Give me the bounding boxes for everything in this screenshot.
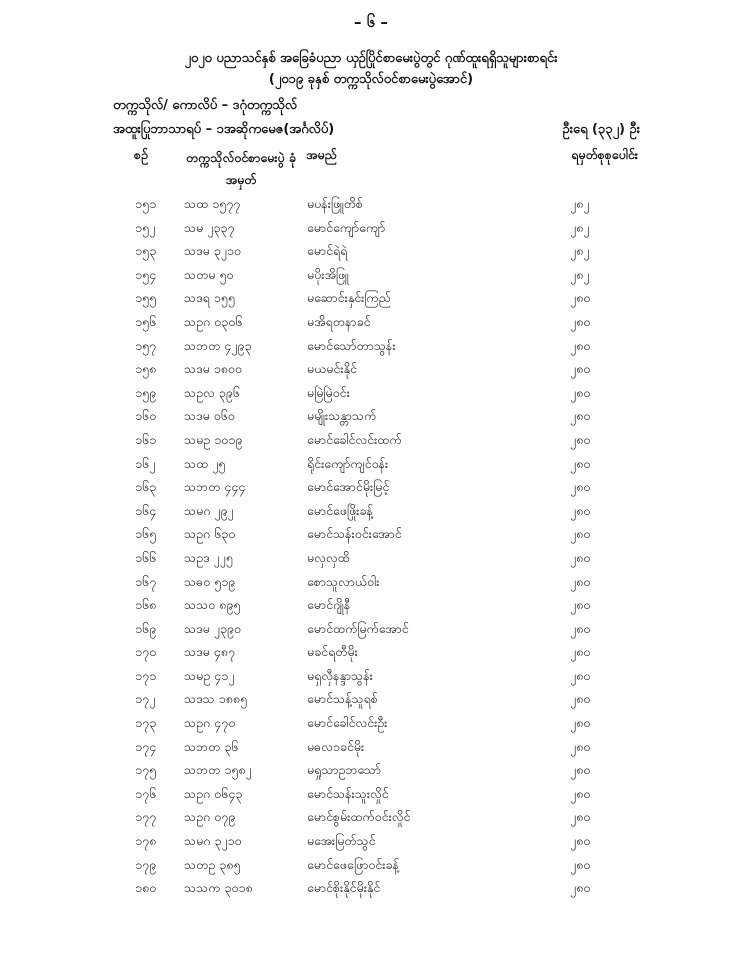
total-marks: ၂၈၀ [570,620,591,636]
roll-number: သဒမ ၁၈၀၀ [184,361,242,377]
roll-number: သဒသ ၁၈၈၅ [184,691,248,707]
table-row [0,712,742,736]
student-name: မအေးမြတ်သွင် [307,833,376,849]
roll-number: သမဥ ၄၁၂ [184,667,235,683]
roll-number: သဘတ ၁၅၈၂ [184,762,252,778]
roll-number: သထ ၂၅ [184,455,226,471]
table-row [0,806,742,830]
row-number: ၁၇၀ [135,644,157,660]
row-number: ၁၇၈ [135,833,157,849]
total-marks: ၂၈၀ [570,667,591,683]
total-marks: ၂၈၂ [570,219,590,235]
row-number: ၁၅၇ [135,337,157,353]
roll-number: သဘတ ၄၄၄ [184,479,246,495]
roll-number: သဥဂ ၆၃၀ [184,526,236,542]
row-number: ၁၆၀ [135,408,157,424]
row-number: ၁၇၅ [135,762,157,778]
table-row [0,665,742,689]
subject-line: အထူးပြုဘာသာရပ် – ၁အဆိုကမေဇ(အင်္ဂလိပ်) [113,122,335,137]
header-name: အမည် [306,147,337,162]
row-number: ၁၆၅ [135,526,157,542]
roll-number: သတဥ ၃၈၅ [184,856,241,872]
total-marks: ၂၈၀ [570,549,591,565]
row-number: ၁၅၄ [135,266,157,282]
roll-number: သဥဂ ၀၆၄၃ [184,785,243,801]
roll-number: သဒမ ၃၂၁၀ [184,243,241,259]
student-name: မဆောင်းနှင်းကြည် [307,290,391,306]
document-title: ၂၀၂၀ ပညာသင်နှစ် အခြေခံပညာ ယှဉ်ပြိုင်စာမေးပွဲတွင် ဂုဏ်ထူးရရှိသူများစာရင်း [184,51,558,66]
table-row [0,736,742,760]
student-name: မောင်သန်းသူးလှိုင် [307,785,389,801]
student-name: ရိုင်းကျော်ကျင်ဝန်း [307,455,389,471]
document-subtitle: (၂၀၁၉ ခုနှစ် တက္ကသိုလ်ဝင်စာမေးပွဲအောင်) [268,72,474,87]
row-number: ၁၇၁ [135,667,157,683]
total-marks: ၂၈၀ [570,738,591,754]
table-row [0,476,742,500]
table-row [0,830,742,854]
roll-number: သထ ၁၅၇၇ [184,196,241,211]
roll-number: သတမ ၅၀ [184,266,234,282]
student-name: မရှုသာဥဘသော် [307,762,382,778]
student-name: မောင်ဖေဖြိုးခန့် [307,502,373,518]
student-name: စောသူလာယ်ဝါး [307,573,380,589]
table-row [0,618,742,642]
total-marks: ၂၈၀ [570,526,591,542]
header-no: စဉ် [134,147,148,162]
row-number: ၁၅၁ [135,196,157,211]
table-row [0,264,742,288]
student-name: မောင်စိုးနိုင်မိုးနိုင် [307,880,381,896]
row-number: ၁၆၁ [135,431,157,447]
student-name: မအိရတနာခင် [307,313,371,329]
student-name: မောင်ခေါင်လင်းထက် [307,431,402,447]
student-name: မပန်းဖြူတိစ် [307,196,363,211]
page-number: – ၆ – [354,13,388,31]
header-roll-number: တက္ကသိုလ်ဝင်စာမေးပွဲ ခုံအမှတ် [186,150,296,187]
total-marks: ၂၈၀ [570,715,591,731]
total-marks: ၂၈၀ [570,361,591,377]
table-row [0,783,742,807]
student-name: မောင်ကျော်ကျော် [307,219,386,235]
row-number: ၁၇၇ [135,809,157,825]
row-number: ၁၆၆ [135,549,157,565]
total-marks: ၂၈၀ [570,408,591,424]
total-marks: ၂၈၀ [570,762,591,778]
row-number: ၁၅၉ [135,384,157,400]
student-name: မောင်သန့်သူရစ် [307,691,378,707]
roll-number: သဥဒ ၂၂၅ [184,549,233,565]
total-marks: ၂၈၀ [570,290,591,306]
total-marks: ၂၈၀ [570,573,591,589]
student-name: မောင်ဖေဖြောဝင်းခန့် [307,856,399,872]
table-row [0,193,742,217]
row-number: ၁၅၆ [135,313,157,329]
roll-number: သဥဂ ၀၇၉ [184,809,236,825]
table-row [0,405,742,429]
total-marks: ၂၈၂ [570,266,590,282]
total-marks: ၂၈၀ [570,691,591,707]
roll-number: သမဂ ၃၂၁၀ [184,833,242,849]
row-number: ၁၆၂ [135,455,156,471]
student-name: မောင်ခေါင်လင်းဦး [307,715,388,731]
student-name: မရှလှီနန္ဒာသွန်း [307,667,373,683]
table-row [0,571,742,595]
total-marks: ၂၈၀ [570,337,591,353]
student-name: မောင်ရဲရဲ [307,243,348,259]
table-row [0,877,742,901]
roll-number: သမဂ ၂၉၂ [184,502,234,518]
row-number: ၁၆၄ [135,502,157,518]
table-row [0,453,742,477]
roll-number: သဥလ ၃၉၆ [184,384,240,400]
row-number: ၁၆၃ [135,479,157,495]
student-name: မဓလ၁ခင်မိုး [307,738,365,754]
roll-number: သဥဂ ၄၇၀ [184,715,236,731]
total-marks: ၂၈၀ [570,384,591,400]
row-number: ၁၇၉ [135,856,157,872]
row-number: ၁၈၀ [135,880,157,896]
student-name: မောင်ထက်မြက်အောင် [307,620,409,636]
student-name: မောင်အောင်မိုးမြင့် [307,479,390,495]
roll-number: သဒမ ၀၆၀ [184,408,235,424]
total-marks: ၂၈၀ [570,880,591,896]
roll-number: သသဝ ၈၉၅ [184,597,241,613]
total-marks: ၂၈၀ [570,785,591,801]
row-number: ၁၅၅ [135,290,157,306]
roll-number: သဘတ ၄၂၉၃ [184,337,252,353]
student-name: မလှလှထိ [307,549,350,565]
table-row [0,594,742,618]
table-row [0,217,742,241]
table-row [0,759,742,783]
student-name: မောင်ဂျိုနီ [307,597,351,613]
table-row [0,688,742,712]
roll-number: သဓဝ ၅၁၉ [184,573,236,589]
roll-number: သသက ၃၀၁၈ [184,880,253,896]
total-marks: ၂၈၀ [570,644,591,660]
roll-number: သဒရ ၁၅၅ [184,290,235,306]
row-number: ၁၆၉ [135,620,157,636]
university-line: တက္ကသိုလ်/ ကောလိပ် – ဒဂုံတက္ကသိုလ် [113,98,298,113]
student-name: မောင်သန်းဝင်းအောင် [307,526,402,542]
total-marks: ၂၈၀ [570,856,591,872]
table-row [0,358,742,382]
total-marks: ၂၈၂ [570,243,590,259]
roll-number: သဒမ ၄၈၇ [184,644,235,660]
row-number: ၁၆၈ [135,597,157,613]
student-name: မောင်သော်တာသွန်း [307,337,396,353]
results-table [0,193,742,901]
student-name: မပိုးအိဖြူ [307,266,349,282]
total-marks: ၂၈၀ [570,431,591,447]
student-name: မယမင်းနိုင် [307,361,357,377]
table-row [0,641,742,665]
row-number: ၁၇၃ [135,715,157,731]
row-number: ၁၅၂ [135,219,156,235]
table-row [0,523,742,547]
row-number: ၁၆၇ [135,573,157,589]
table-row [0,382,742,406]
table-row [0,429,742,453]
header-total-marks: ရမှတ်စုစုပေါင်း [571,147,638,162]
total-marks: ၂၈၀ [570,597,591,613]
total-marks: ၂၈၀ [570,313,591,329]
table-row [0,335,742,359]
total-marks: ၂၈၀ [570,833,591,849]
student-name: မောင်စွမ်းထက်ဝင်းလှိုင် [307,809,411,825]
table-row [0,311,742,335]
roll-number: သမ ၂၃၃၇ [184,219,235,235]
student-name: မခင်ရတီမိုး [307,644,358,660]
total-marks: ၂၈၀ [570,502,591,518]
table-row [0,547,742,571]
row-number: ၁၅၈ [135,361,157,377]
total-marks: ၂၈၀ [570,479,591,495]
total-marks: ၂၈၀ [570,455,591,471]
total-marks: ၂၈၀ [570,809,591,825]
student-name: မမြဲမြဲဝင်း [307,384,350,400]
roll-number: သဥဂ ၀၃၀၆ [184,313,243,329]
table-row [0,240,742,264]
roll-number: သဘတ ၃၆ [184,738,239,754]
student-name: မမျိုးသန္တာသက် [307,408,377,424]
roll-number: သမဥ ၁၀၁၉ [184,431,243,447]
table-row [0,500,742,524]
roll-number: သဒမ ၂၃၉၀ [184,620,241,636]
row-number: ၁၅၃ [135,243,157,259]
total-marks: ၂၈၂ [570,196,590,211]
table-row [0,854,742,878]
total-count-label: ဦးရေ (၃၃၂) ဦး [562,122,640,137]
table-row [0,287,742,311]
row-number: ၁၇၆ [135,785,157,801]
row-number: ၁၇၂ [135,691,156,707]
row-number: ၁၇၄ [135,738,157,754]
